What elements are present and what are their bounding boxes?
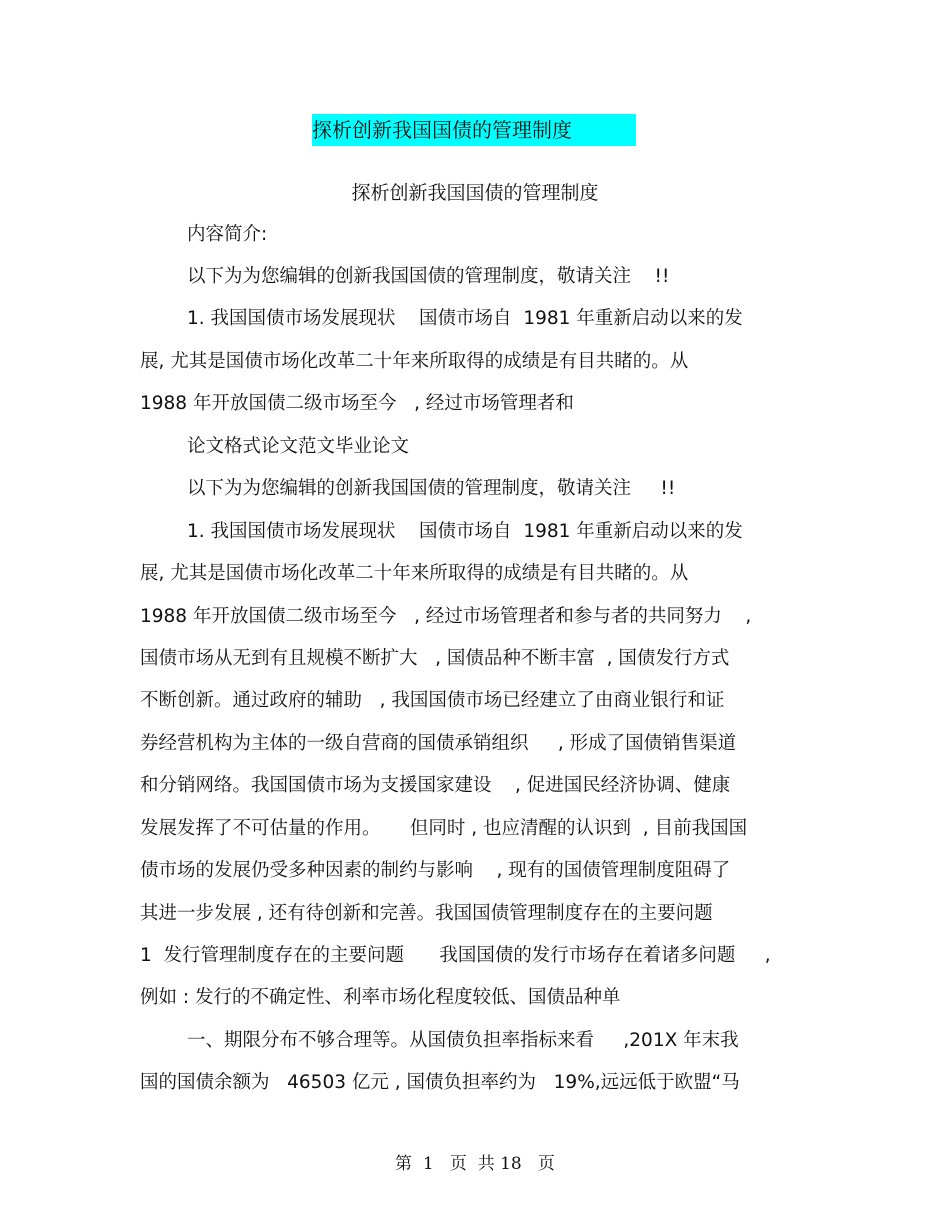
body-line: 发展发挥了不可估量的作用。 但同时 , 也应清醒的认识到 , 目前我国国 <box>140 818 748 839</box>
page-footer: 第 1 页 共 18 页 <box>395 1154 555 1174</box>
body-line: 1 发行管理制度存在的主要问题 我国国债的发行市场存在着诸多问题 , <box>140 945 771 966</box>
body-line: 一、期限分布不够合理等。从国债负担率指标来看 ,201X 年末我 <box>187 1030 739 1051</box>
body-line: 展, 尤其是国债市场化改革二十年来所取得的成绩是有目共睹的。从 <box>140 563 689 584</box>
body-line: 内容简介: <box>187 224 268 245</box>
body-line: 1988 年开放国债二级市场至今 , 经过市场管理者和参与者的共同努力 , <box>140 606 752 627</box>
document-heading: 探析创新我国国债的管理制度 <box>351 182 599 204</box>
body-line: 1. 我国国债市场发展现状 国债市场自 1981 年重新启动以来的发 <box>187 308 743 329</box>
body-line: 债市场的发展仍受多种因素的制约与影响 , 现有的国债管理制度阻碍了 <box>140 860 731 881</box>
body-line: 国的国债余额为 46503 亿元 , 国债负担率约为 19%,远远低于欧盟“马 <box>140 1072 740 1093</box>
body-line: 1. 我国国债市场发展现状 国债市场自 1981 年重新启动以来的发 <box>187 521 743 542</box>
body-line: 券经营机构为主体的一级自营商的国债承销组织 , 形成了国债销售渠道 <box>140 733 737 754</box>
page-title-banner: 探析创新我国国债的管理制度 <box>312 114 636 146</box>
body-line: 以下为为您编辑的创新我国国债的管理制度，敬请关注 !! <box>187 478 676 499</box>
body-line: 1988 年开放国债二级市场至今 , 经过市场管理者和 <box>140 393 574 414</box>
body-line: 国债市场从无到有且规模不断扩大 , 国债品种不断丰富 , 国债发行方式 <box>140 648 730 669</box>
body-line: 不断创新。通过政府的辅助 , 我国国债市场已经建立了由商业银行和证 <box>140 690 725 711</box>
body-line: 例如 : 发行的不确定性、利率市场化程度较低、国债品种单 <box>140 987 621 1008</box>
body-line: 和分销网络。我国国债市场为支援国家建设 , 促进国民经济协调、健康 <box>140 775 731 796</box>
body-line: 展, 尤其是国债市场化改革二十年来所取得的成绩是有目共睹的。从 <box>140 351 689 372</box>
body-line: 其进一步发展 , 还有待创新和完善。我国国债管理制度存在的主要问题 <box>140 903 713 924</box>
body-line: 论文格式论文范文毕业论文 <box>187 436 410 457</box>
body-line: 以下为为您编辑的创新我国国债的管理制度，敬请关注 !! <box>187 266 670 287</box>
